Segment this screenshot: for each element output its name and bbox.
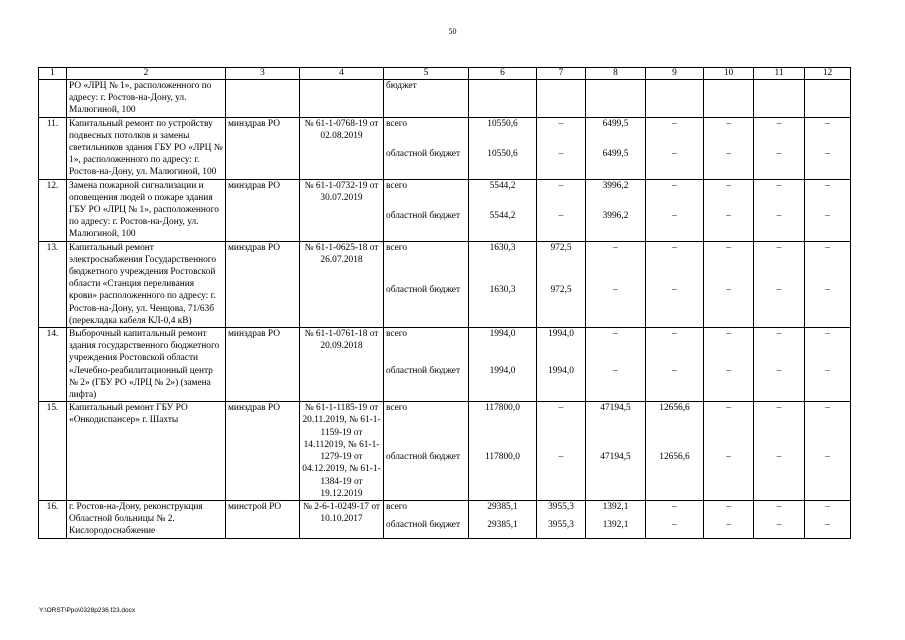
value-cell: – bbox=[754, 179, 805, 210]
source-cell: бюджет bbox=[384, 80, 469, 118]
value-cell: – bbox=[704, 519, 754, 538]
value-cell: – bbox=[646, 148, 704, 179]
customer-cell: минздрав РО bbox=[226, 241, 300, 327]
value-cell: 1630,3 bbox=[469, 241, 537, 284]
value-cell: – bbox=[754, 500, 805, 519]
header-cell: 3 bbox=[226, 68, 300, 80]
value-cell: – bbox=[805, 451, 851, 500]
header-cell: 4 bbox=[300, 68, 384, 80]
source-cell: областной бюджет bbox=[384, 148, 469, 179]
value-cell: – bbox=[805, 284, 851, 327]
value-cell: 3955,3 bbox=[537, 500, 586, 519]
project-name-cell: г. Ростов-на-Дону, реконструкция Областной больницы № 2. Кислородоснабжение bbox=[67, 500, 226, 538]
project-name-cell: РО «ЛРЦ № 1», расположенного по адресу: г. Ростов-на-Дону, ул. Малюгиной, 100 bbox=[67, 80, 226, 118]
value-cell: 6499,5 bbox=[586, 117, 646, 148]
num-cell: 14. bbox=[39, 328, 67, 402]
value-cell: – bbox=[537, 148, 586, 179]
customer-cell: минздрав РО bbox=[226, 328, 300, 402]
value-cell: 29385,1 bbox=[469, 500, 537, 519]
value-cell: – bbox=[586, 365, 646, 402]
value-cell: – bbox=[754, 365, 805, 402]
value-cell: 1994,0 bbox=[469, 328, 537, 365]
value-cell: – bbox=[586, 328, 646, 365]
document-cell: № 61-1-0768-19 от 02.08.2019 bbox=[300, 117, 384, 179]
source-cell: областной бюджет bbox=[384, 519, 469, 538]
value-cell: 3996,2 bbox=[586, 179, 646, 210]
document-cell: № 61-1-0761-18 от 20.09.2018 bbox=[300, 328, 384, 402]
value-cell: – bbox=[586, 284, 646, 327]
header-row bbox=[39, 68, 851, 80]
header-cell: 11 bbox=[754, 68, 805, 80]
value-cell: – bbox=[754, 210, 805, 241]
value-cell: 972,5 bbox=[537, 284, 586, 327]
value-cell: – bbox=[704, 284, 754, 327]
continuation-row bbox=[39, 80, 851, 118]
value-cell: – bbox=[537, 117, 586, 148]
header-cell: 10 bbox=[704, 68, 754, 80]
value-cell: – bbox=[805, 500, 851, 519]
value-cell: – bbox=[704, 402, 754, 451]
value-cell: – bbox=[704, 117, 754, 148]
value-cell: – bbox=[754, 117, 805, 148]
value-cell: – bbox=[805, 241, 851, 284]
header-cell: 12 bbox=[805, 68, 851, 80]
value-cell: – bbox=[704, 148, 754, 179]
document-cell: № 61-1-0732-19 от 30.07.2019 bbox=[300, 179, 384, 241]
source-cell: всего bbox=[384, 500, 469, 519]
num-cell: 13. bbox=[39, 241, 67, 327]
value-cell: – bbox=[537, 402, 586, 451]
value-cell: 972,5 bbox=[537, 241, 586, 284]
value-cell: 10550,6 bbox=[469, 117, 537, 148]
value-cell: 47194,5 bbox=[586, 402, 646, 451]
value-cell: – bbox=[646, 500, 704, 519]
document-cell: № 2-6-1-0249-17 от 10.10.2017 bbox=[300, 500, 384, 538]
value-cell: 1994,0 bbox=[469, 365, 537, 402]
value-cell: – bbox=[704, 365, 754, 402]
value-cell: – bbox=[646, 365, 704, 402]
num-cell: 11. bbox=[39, 117, 67, 179]
value-cell: – bbox=[805, 328, 851, 365]
value-cell: – bbox=[805, 519, 851, 538]
value-cell: 29385,1 bbox=[469, 519, 537, 538]
value-cell: 1630,3 bbox=[469, 284, 537, 327]
value-cell: 3955,3 bbox=[537, 519, 586, 538]
project-name-cell: Выборочный капитальный ремонт здания государственного бюджетного учреждения Ростовской области «Лечебно-реабилитационный центр № 2» (ГБУ РО «ЛРЦ № 2») (замена лифта) bbox=[67, 328, 226, 402]
num-cell: 15. bbox=[39, 402, 67, 501]
value-cell: 5544,2 bbox=[469, 210, 537, 241]
header-cell: 5 bbox=[384, 68, 469, 80]
value-cell: – bbox=[586, 241, 646, 284]
value-cell: – bbox=[754, 402, 805, 451]
header-cell: 7 bbox=[537, 68, 586, 80]
table-row bbox=[39, 179, 851, 210]
table-row bbox=[39, 117, 851, 148]
value-cell: 1392,1 bbox=[586, 500, 646, 519]
page-number: 50 bbox=[448, 27, 457, 36]
value-cell: – bbox=[704, 451, 754, 500]
value-cell: – bbox=[805, 148, 851, 179]
project-name-cell: Капитальный ремонт электроснабжения Государственного бюджетного учреждения Ростовской области «Станция переливания крови» расположенного по адресу: г. Ростов-на-Дону, ул. Ченцова, 71/63б (перекладка кабеля КЛ-0,4 кВ) bbox=[67, 241, 226, 327]
project-name-cell: Капитальный ремонт по устройству подвесных потолков и замены светильников здания ГБУ РО «ЛРЦ № 1», расположенного по адресу: г. Ростов-на-Дону, ул. Малюгиной, 100 bbox=[67, 117, 226, 179]
value-cell: – bbox=[646, 519, 704, 538]
customer-cell: минздрав РО bbox=[226, 117, 300, 179]
customer-cell: минздрав РО bbox=[226, 179, 300, 241]
value-cell: 1994,0 bbox=[537, 328, 586, 365]
project-name-cell: Капитальный ремонт ГБУ РО «Онкодиспансер» г. Шахты bbox=[67, 402, 226, 501]
value-cell: 47194,5 bbox=[586, 451, 646, 500]
value-cell: – bbox=[805, 179, 851, 210]
value-cell: 3996,2 bbox=[586, 210, 646, 241]
table-row bbox=[39, 241, 851, 284]
value-cell: – bbox=[805, 117, 851, 148]
value-cell: 10550,6 bbox=[469, 148, 537, 179]
value-cell: – bbox=[704, 210, 754, 241]
value-cell: – bbox=[646, 210, 704, 241]
source-cell: всего bbox=[384, 241, 469, 284]
source-cell: областной бюджет bbox=[384, 365, 469, 402]
value-cell: – bbox=[704, 500, 754, 519]
value-cell: 117800,0 bbox=[469, 402, 537, 451]
value-cell: 1392,1 bbox=[586, 519, 646, 538]
value-cell: 5544,2 bbox=[469, 179, 537, 210]
value-cell: – bbox=[805, 365, 851, 402]
value-cell: – bbox=[754, 284, 805, 327]
value-cell: – bbox=[704, 328, 754, 365]
customer-cell: минстрой РО bbox=[226, 500, 300, 538]
table-row bbox=[39, 328, 851, 365]
source-cell: всего bbox=[384, 117, 469, 148]
table-row bbox=[39, 500, 851, 519]
source-cell: областной бюджет bbox=[384, 210, 469, 241]
value-cell: 12656,6 bbox=[646, 402, 704, 451]
header-cell: 9 bbox=[646, 68, 704, 80]
value-cell: 117800,0 bbox=[469, 451, 537, 500]
header-cell: 8 bbox=[586, 68, 646, 80]
value-cell: – bbox=[805, 402, 851, 451]
value-cell: – bbox=[646, 284, 704, 327]
value-cell: – bbox=[646, 328, 704, 365]
document-cell: № 61-1-0625-18 от 26.07.2018 bbox=[300, 241, 384, 327]
num-cell: 12. bbox=[39, 179, 67, 241]
source-cell: областной бюджет bbox=[384, 451, 469, 500]
value-cell: – bbox=[537, 210, 586, 241]
value-cell: – bbox=[537, 179, 586, 210]
value-cell: – bbox=[646, 179, 704, 210]
value-cell: – bbox=[646, 241, 704, 284]
value-cell: 1994,0 bbox=[537, 365, 586, 402]
value-cell: – bbox=[704, 179, 754, 210]
value-cell: 6499,5 bbox=[586, 148, 646, 179]
header-cell: 6 bbox=[469, 68, 537, 80]
value-cell: – bbox=[754, 241, 805, 284]
budget-table bbox=[38, 67, 851, 539]
num-cell: 16. bbox=[39, 500, 67, 538]
source-cell: всего bbox=[384, 328, 469, 365]
header-cell: 2 bbox=[67, 68, 226, 80]
value-cell: – bbox=[754, 519, 805, 538]
value-cell: – bbox=[646, 117, 704, 148]
table-row bbox=[39, 402, 851, 451]
customer-cell: минздрав РО bbox=[226, 402, 300, 501]
value-cell: – bbox=[754, 451, 805, 500]
source-cell: всего bbox=[384, 179, 469, 210]
source-cell: областной бюджет bbox=[384, 284, 469, 327]
file-path-footer: Y:\ORST\Ppo\0328p236.f23.docx bbox=[39, 607, 136, 614]
value-cell: – bbox=[704, 241, 754, 284]
value-cell: – bbox=[754, 328, 805, 365]
value-cell: – bbox=[537, 451, 586, 500]
value-cell: – bbox=[754, 148, 805, 179]
value-cell: 12656,6 bbox=[646, 451, 704, 500]
project-name-cell: Замена пожарной сигнализации и оповещения людей о пожаре здания ГБУ РО «ЛРЦ № 1», расположенного по адресу: г. Ростов-на-Дону, ул. Малюгиной, 100 bbox=[67, 179, 226, 241]
document-cell: № 61-1-1185-19 от 20.11.2019, № 61-1-1159-19 от 14.112019, № 61-1-1279-19 от 04.12.2019, № 61-1-1384-19 от 19.12.2019 bbox=[300, 402, 384, 501]
source-cell: всего bbox=[384, 402, 469, 451]
header-cell: 1 bbox=[39, 68, 67, 80]
value-cell: – bbox=[805, 210, 851, 241]
